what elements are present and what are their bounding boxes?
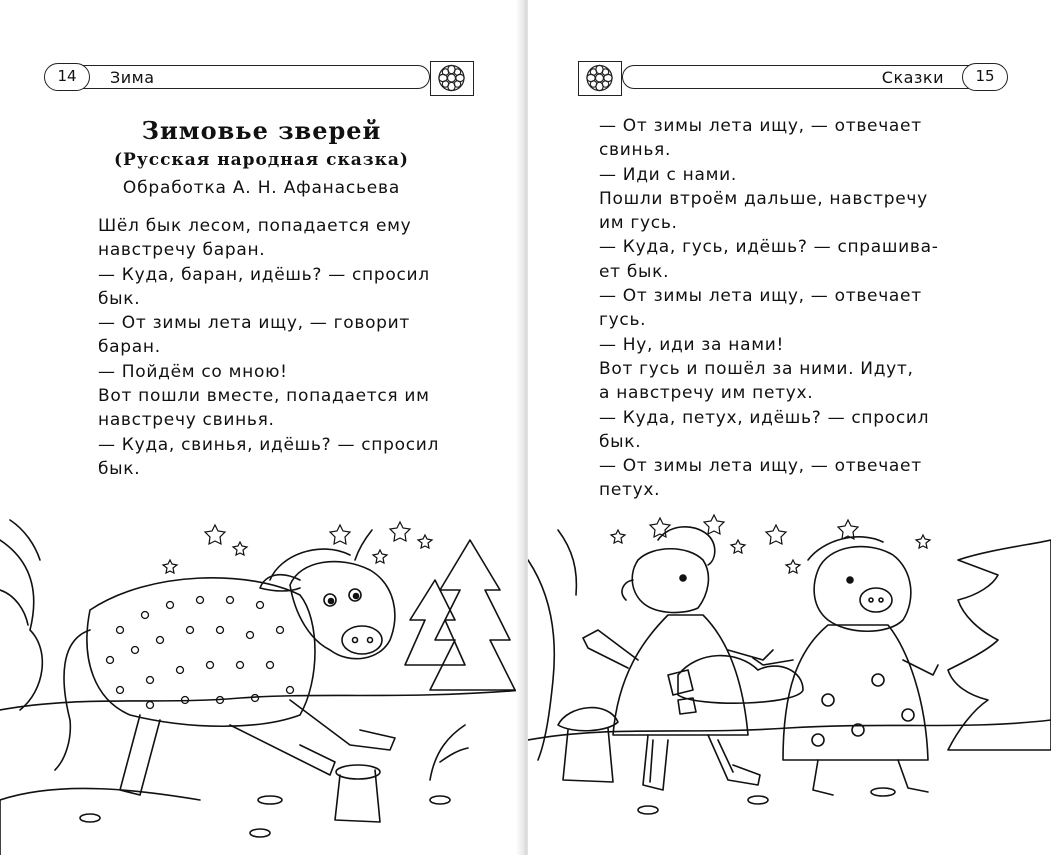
text-line: бык. (98, 458, 141, 479)
text-line: Пошли втроём дальше, навстречу (599, 188, 928, 209)
text-line: — От зимы лета ищу, — отвечает (599, 116, 922, 136)
text-line: — Куда, свинья, идёшь? — спросил (98, 434, 440, 455)
left-page (0, 0, 523, 855)
text-line: Шёл бык лесом, попадается ему (98, 216, 412, 236)
text-line: Вот пошли вместе, попадается им (98, 386, 430, 407)
text-line: — От зимы лета ищу, — отвечает (599, 456, 922, 477)
text-line: бык. (98, 288, 141, 309)
text-line: — Куда, гусь, идёшь? — спрашива- (599, 237, 939, 258)
text-line: — Ну, иди за нами! (599, 334, 784, 355)
text-line: — Куда, баран, идёшь? — спросил (98, 264, 430, 285)
text-line: им гусь. (599, 213, 678, 234)
text-line: — От зимы лета ищу, — отвечает (599, 286, 922, 307)
text-line: навстречу свинья. (98, 410, 275, 431)
left-story-text (98, 214, 474, 481)
text-line: — Пойдём со мною! (98, 361, 288, 382)
story-subtitle: (Русская народная сказка) (114, 150, 409, 170)
text-line: а навстречу им петух. (599, 383, 814, 404)
text-line: бык. (599, 431, 642, 452)
left-page-header (44, 61, 474, 96)
text-line: Вот гусь и пошёл за ними. Идут, (599, 358, 914, 379)
story-adaptation: Обработка А. Н. Афанасьева (122, 178, 401, 198)
text-line: петух. (599, 480, 661, 501)
right-story-text (599, 114, 975, 503)
text-line: — Иди с нами. (599, 164, 737, 185)
text-line: свинья. (599, 140, 672, 161)
right-page (528, 0, 1051, 855)
text-line: гусь. (599, 310, 647, 331)
section-title: Сказки (881, 68, 944, 87)
page-number: 15 (962, 63, 1008, 91)
text-line: ет бык. (599, 261, 670, 282)
right-page-header (578, 61, 1008, 96)
flower-icon (430, 61, 474, 96)
text-line: — От зимы лета ищу, — говорит (98, 313, 411, 334)
page-number: 14 (44, 63, 90, 91)
text-line: баран. (98, 337, 161, 358)
text-line: навстречу баран. (98, 240, 266, 261)
text-line: — Куда, петух, идёшь? — спросил (599, 407, 930, 428)
flower-icon (578, 61, 622, 96)
section-title: Зима (110, 68, 155, 87)
bull-in-dress-illustration (0, 500, 523, 855)
ram-and-pig-illustration (528, 500, 1051, 855)
story-title: Зимовье зверей (141, 116, 382, 145)
